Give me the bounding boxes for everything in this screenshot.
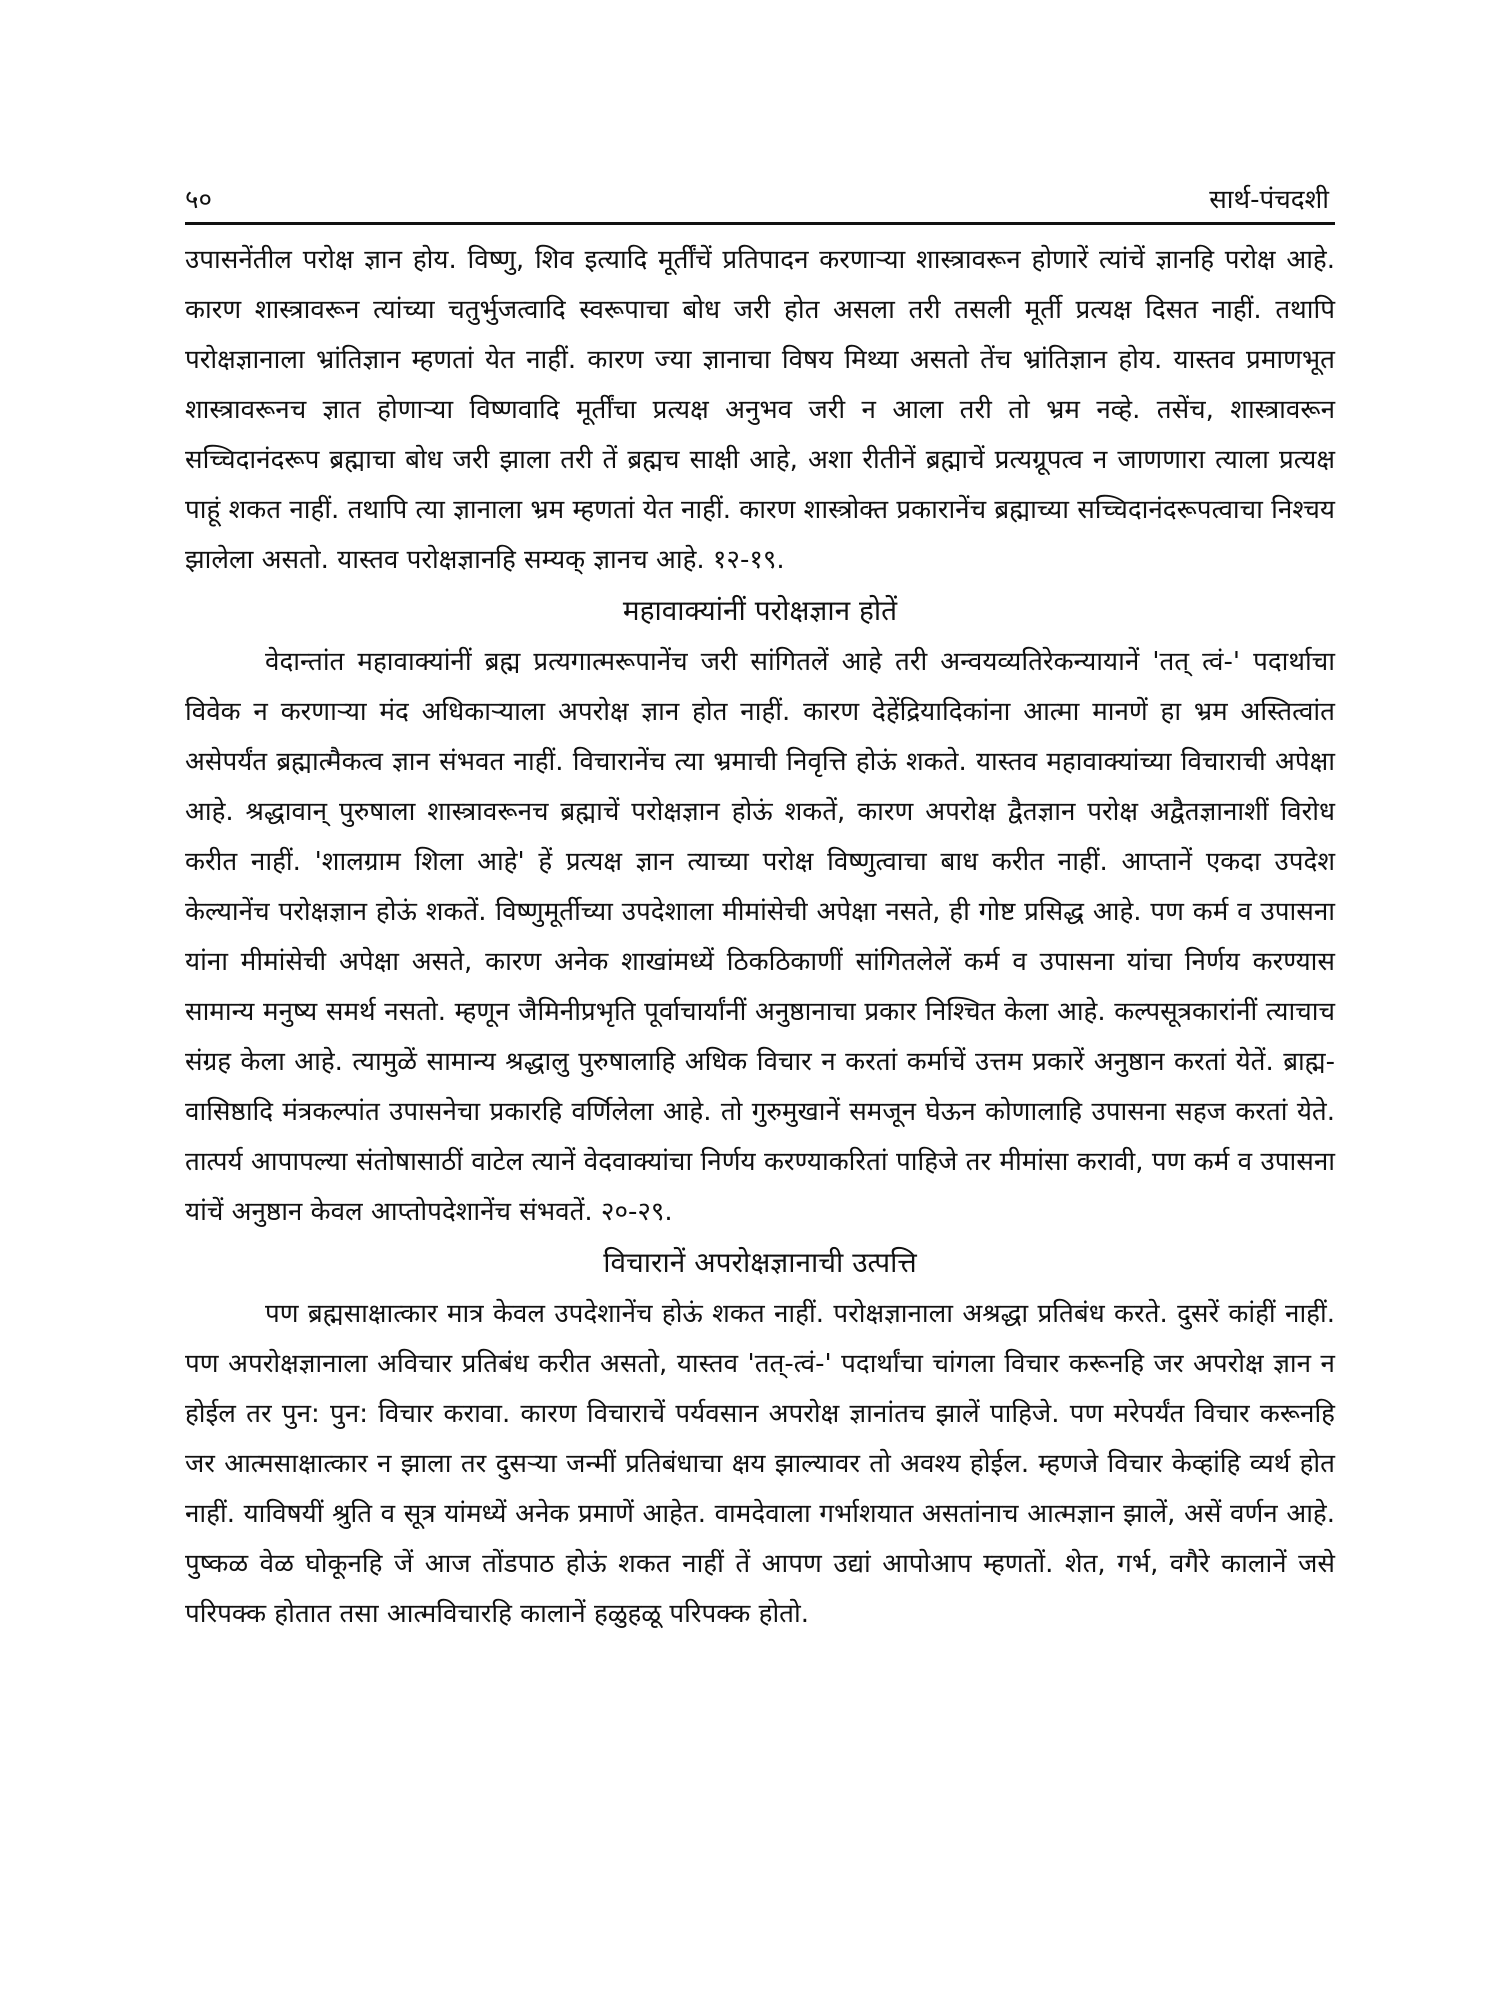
book-page bbox=[185, 160, 1335, 1960]
running-title: सार्थ-पंचदशी bbox=[1209, 185, 1329, 215]
header-rule bbox=[185, 222, 1335, 225]
paragraph-3: पण ब्रह्मसाक्षात्कार मात्र केवल उपदेशानेंच होऊं शकत नाहीं. परोक्षज्ञानाला अश्रद्धा प्रतिबंध करते. दुसरें कांहीं नाहीं. पण अपरोक्षज्ञानाला अविचार प्रतिबंध करीत असतो, यास्तव 'तत्-त्वं-' पदार्थांचा चांगला विचार करूनहि जर अपरोक्ष ज्ञान न होईल तर पुन: पुन: विचार करावा. कारण विचाराचें पर्यवसान अपरोक्ष ज्ञानांतच झालें पाहिजे. पण मरेपर्यंत विचार करूनहि जर आत्मसाक्षात्कार न झाला तर दुसऱ्या जन्मीं प्रतिबंधाचा क्षय झाल्यावर तो अवश्य होईल. म्हणजे विचार केव्हांहि व्यर्थ होत नाहीं. याविषयीं श्रुति व सूत्र यांमध्यें अनेक प्रमाणें आहेत. वामदेवाला गर्भाशयात असतांनाच आत्मज्ञान झालें, असें वर्णन आहे. पुष्कळ वेळ घोकूनहि जें आज तोंडपाठ होऊं शकत नाहीं तें आपण उद्यां आपोआप म्हणतों. शेत, गर्भ, वगैरे कालानें जसे परिपक्क होतात तसा आत्मविचारहि कालानें हळुहळू परिपक्क होतो. bbox=[185, 1299, 1335, 1629]
page-header bbox=[185, 160, 1335, 222]
section-heading-1: महावाक्यांनीं परोक्षज्ञान होतें bbox=[622, 594, 898, 627]
paragraph-2: वेदान्तांत महावाक्यांनीं ब्रह्म प्रत्यगात्मरूपानेंच जरी सांगितलें आहे तरी अन्वयव्यतिरेकन्यायानें 'तत् त्वं-' पदार्थाचा विवेक न करणाऱ्या मंद अधिकाऱ्याला अपरोक्ष ज्ञान होत नाहीं. कारण देहेंद्रियादिकांना आत्मा मानणें हा भ्रम अस्तित्वांत असेपर्यंत ब्रह्मात्मैकत्व ज्ञान संभवत नाहीं. विचारानेंच त्या भ्रमाची निवृत्ति होऊं शकते. यास्तव महावाक्यांच्या विचाराची अपेक्षा आहे. श्रद्धावान् पुरुषाला शास्त्रावरूनच ब्रह्माचें परोक्षज्ञान होऊं शकतें, कारण अपरोक्ष द्वैतज्ञान परोक्ष अद्वैतज्ञानाशीं विरोध करीत नाहीं. 'शालग्राम शिला आहे' हें प्रत्यक्ष ज्ञान त्याच्या परोक्ष विष्णुत्वाचा बाध करीत नाहीं. आप्तानें एकदा उपदेश केल्यानेंच परोक्षज्ञान होऊं शकतें. विष्णुमूर्तीच्या उपदेशाला मीमांसेची अपेक्षा नसते, ही गोष्ट प्रसिद्ध आहे. पण कर्म व उपासना यांना मीमांसेची अपेक्षा असते, कारण अनेक शाखांमध्यें ठिकठिकाणीं सांगितलेलें कर्म व उपासना यांचा निर्णय करण्यास सामान्य मनुष्य समर्थ नसतो. म्हणून जैमिनीप्रभृति पूर्वाचार्यांनीं अनुष्ठानाचा प्रकार निश्चित केला आहे. कल्पसूत्रकारांनीं त्याचाच संग्रह केला आहे. त्यामुळें सामान्य श्रद्धालु पुरुषालाहि अधिक विचार न करतां कर्माचें उत्तम प्रकारें अनुष्ठान करतां येतें. ब्राह्म-वासिष्ठादि मंत्रकल्पांत उपासनेचा प्रकारहि वर्णिलेला आहे. तो गुरुमुखानें समजून घेऊन कोणालाहि उपासना सहज करतां येते. तात्पर्य आपापल्या संतोषासाठीं वाटेल त्यानें वेदवाक्यांचा निर्णय करण्याकरितां पाहिजे तर मीमांसा करावी, पण कर्म व उपासना यांचें अनुष्ठान केवल आप्तोपदेशानेंच संभवतें. २०-२९. bbox=[185, 647, 1335, 1227]
page-number: ५० bbox=[185, 185, 213, 215]
section-heading-2: विचारानें अपरोक्षज्ञानाची उत्पत्ति bbox=[603, 1246, 917, 1279]
paragraph-1: उपासनेंतील परोक्ष ज्ञान होय. विष्णु, शिव इत्यादि मूर्तींचें प्रतिपादन करणाऱ्या शास्त्रावरून होणारें त्यांचें ज्ञानहि परोक्ष आहे. कारण शास्त्रावरून त्यांच्या चतुर्भुजत्वादि स्वरूपाचा बोध जरी होत असला तरी तसली मूर्ती प्रत्यक्ष दिसत नाहीं. तथापि परोक्षज्ञानाला भ्रांतिज्ञान म्हणतां येत नाहीं. कारण ज्या ज्ञानाचा विषय मिथ्या असतो तेंच भ्रांतिज्ञान होय. यास्तव प्रमाणभूत शास्त्रावरूनच ज्ञात होणाऱ्या विष्णवादि मूर्तींचा प्रत्यक्ष अनुभव जरी न आला तरी तो भ्रम नव्हे. तसेंच, शास्त्रावरून सच्चिदानंदरूप ब्रह्माचा बोध जरी झाला तरी तें ब्रह्मच साक्षी आहे, अशा रीतीनें ब्रह्माचें प्रत्यग्रूपत्व न जाणणारा त्याला प्रत्यक्ष पाहूं शकत नाहीं. तथापि त्या ज्ञानाला भ्रम म्हणतां येत नाहीं. कारण शास्त्रोक्त प्रकारानेंच ब्रह्माच्या सच्चिदानंदरूपत्वाचा निश्चय झालेला असतो. यास्तव परोक्षज्ञानहि सम्यक् ज्ञानच आहे. १२-१९. bbox=[185, 245, 1335, 575]
